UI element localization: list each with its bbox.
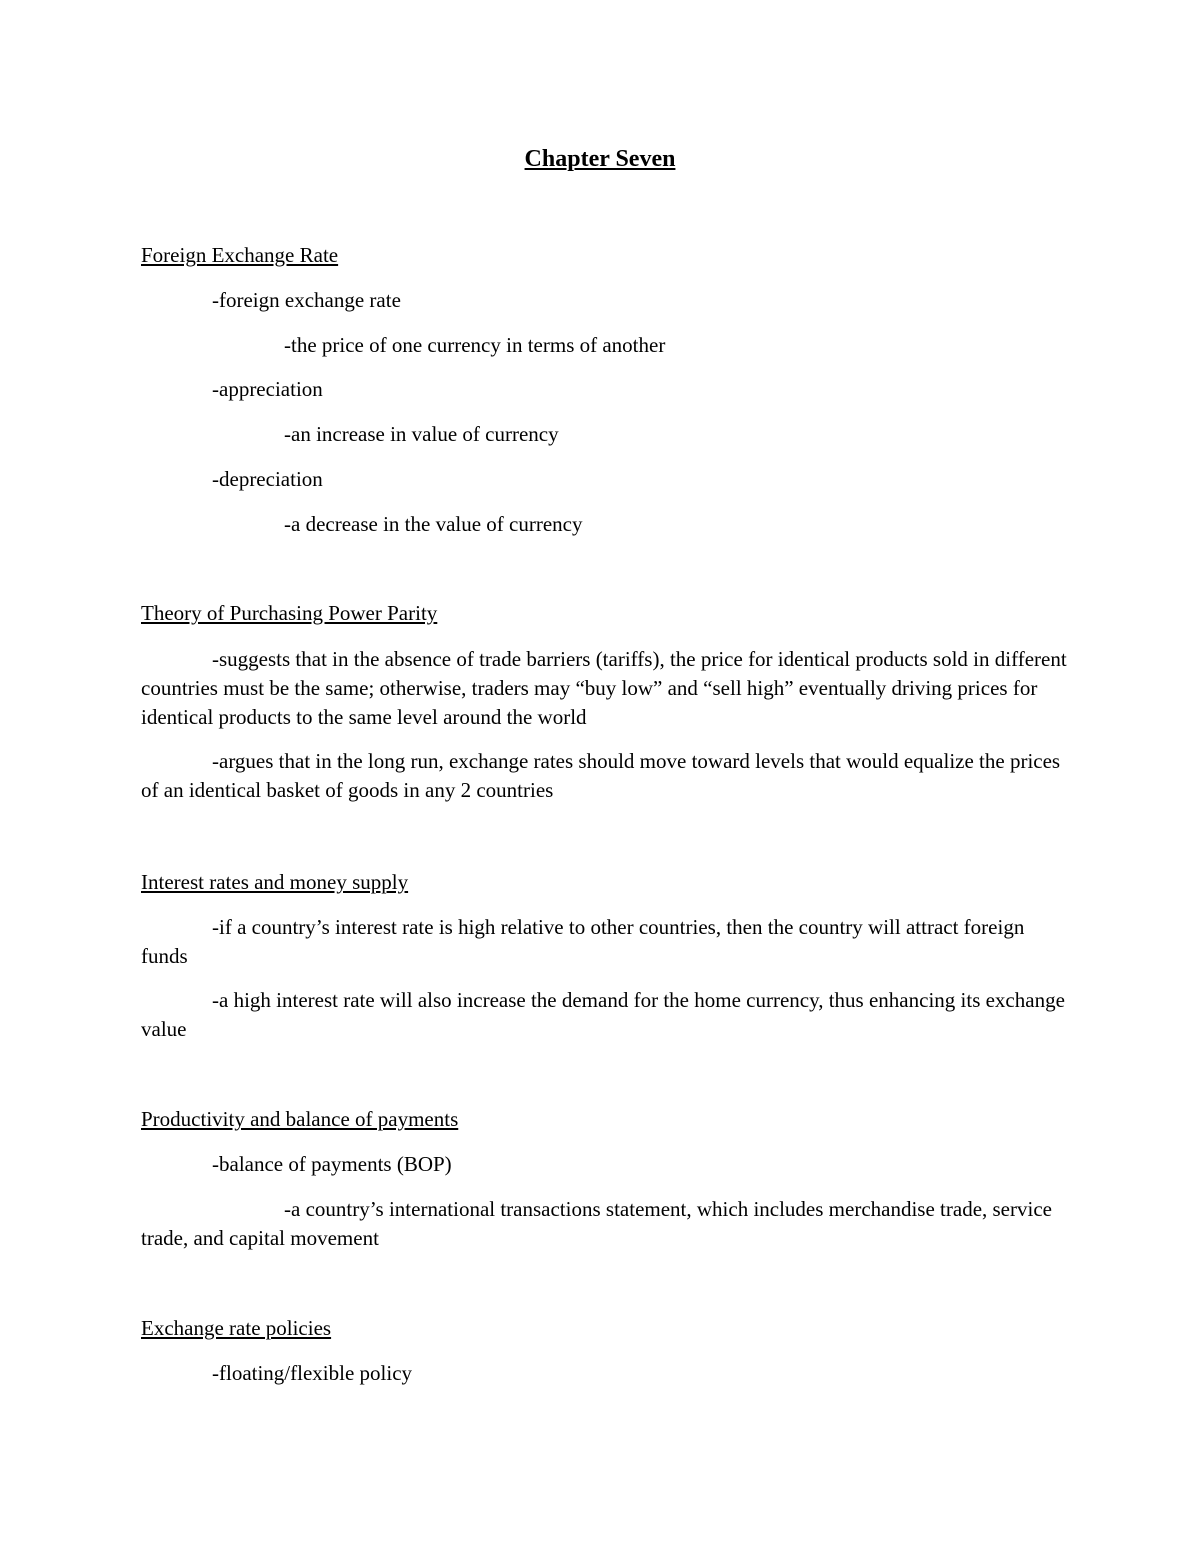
list-item: -balance of payments (BOP): [212, 1152, 452, 1176]
list-item: -foreign exchange rate: [212, 288, 401, 312]
paragraph: -a country’s international transactions statement, which includes merchandise trade, service trade, and capital movement: [141, 1197, 1052, 1250]
paragraph: -suggests that in the absence of trade barriers (tariffs), the price for identical products sold in different countries must be the same; otherwise, traders may “buy low” and “sell high” eventually driving prices for identical products to the same level around the world: [141, 647, 1067, 729]
section-heading-productivity-bop: Productivity and balance of payments: [141, 1107, 459, 1131]
paragraph: -if a country’s interest rate is high relative to other countries, then the country will attract foreign funds: [141, 915, 1025, 968]
section-heading-exchange-rate-policies: Exchange rate policies: [141, 1316, 332, 1340]
section-heading-foreign-exchange-rate: Foreign Exchange Rate: [141, 243, 339, 267]
paragraph: -argues that in the long run, exchange rates should move toward levels that would equalize the prices of an identical basket of goods in any 2 countries: [141, 749, 1061, 802]
section-heading-purchasing-power-parity: Theory of Purchasing Power Parity: [141, 601, 438, 625]
page-title: Chapter Seven: [524, 146, 676, 172]
list-item: -appreciation: [212, 377, 323, 401]
list-item: -an increase in value of currency: [284, 422, 559, 446]
section-heading-interest-rates: Interest rates and money supply: [141, 870, 409, 894]
paragraph: -a high interest rate will also increase the demand for the home currency, thus enhancing its exchange value: [141, 988, 1065, 1041]
list-item: -a decrease in the value of currency: [284, 512, 583, 536]
list-item: -the price of one currency in terms of another: [284, 333, 666, 357]
list-item: -depreciation: [212, 467, 323, 491]
list-item: -floating/flexible policy: [212, 1361, 413, 1385]
